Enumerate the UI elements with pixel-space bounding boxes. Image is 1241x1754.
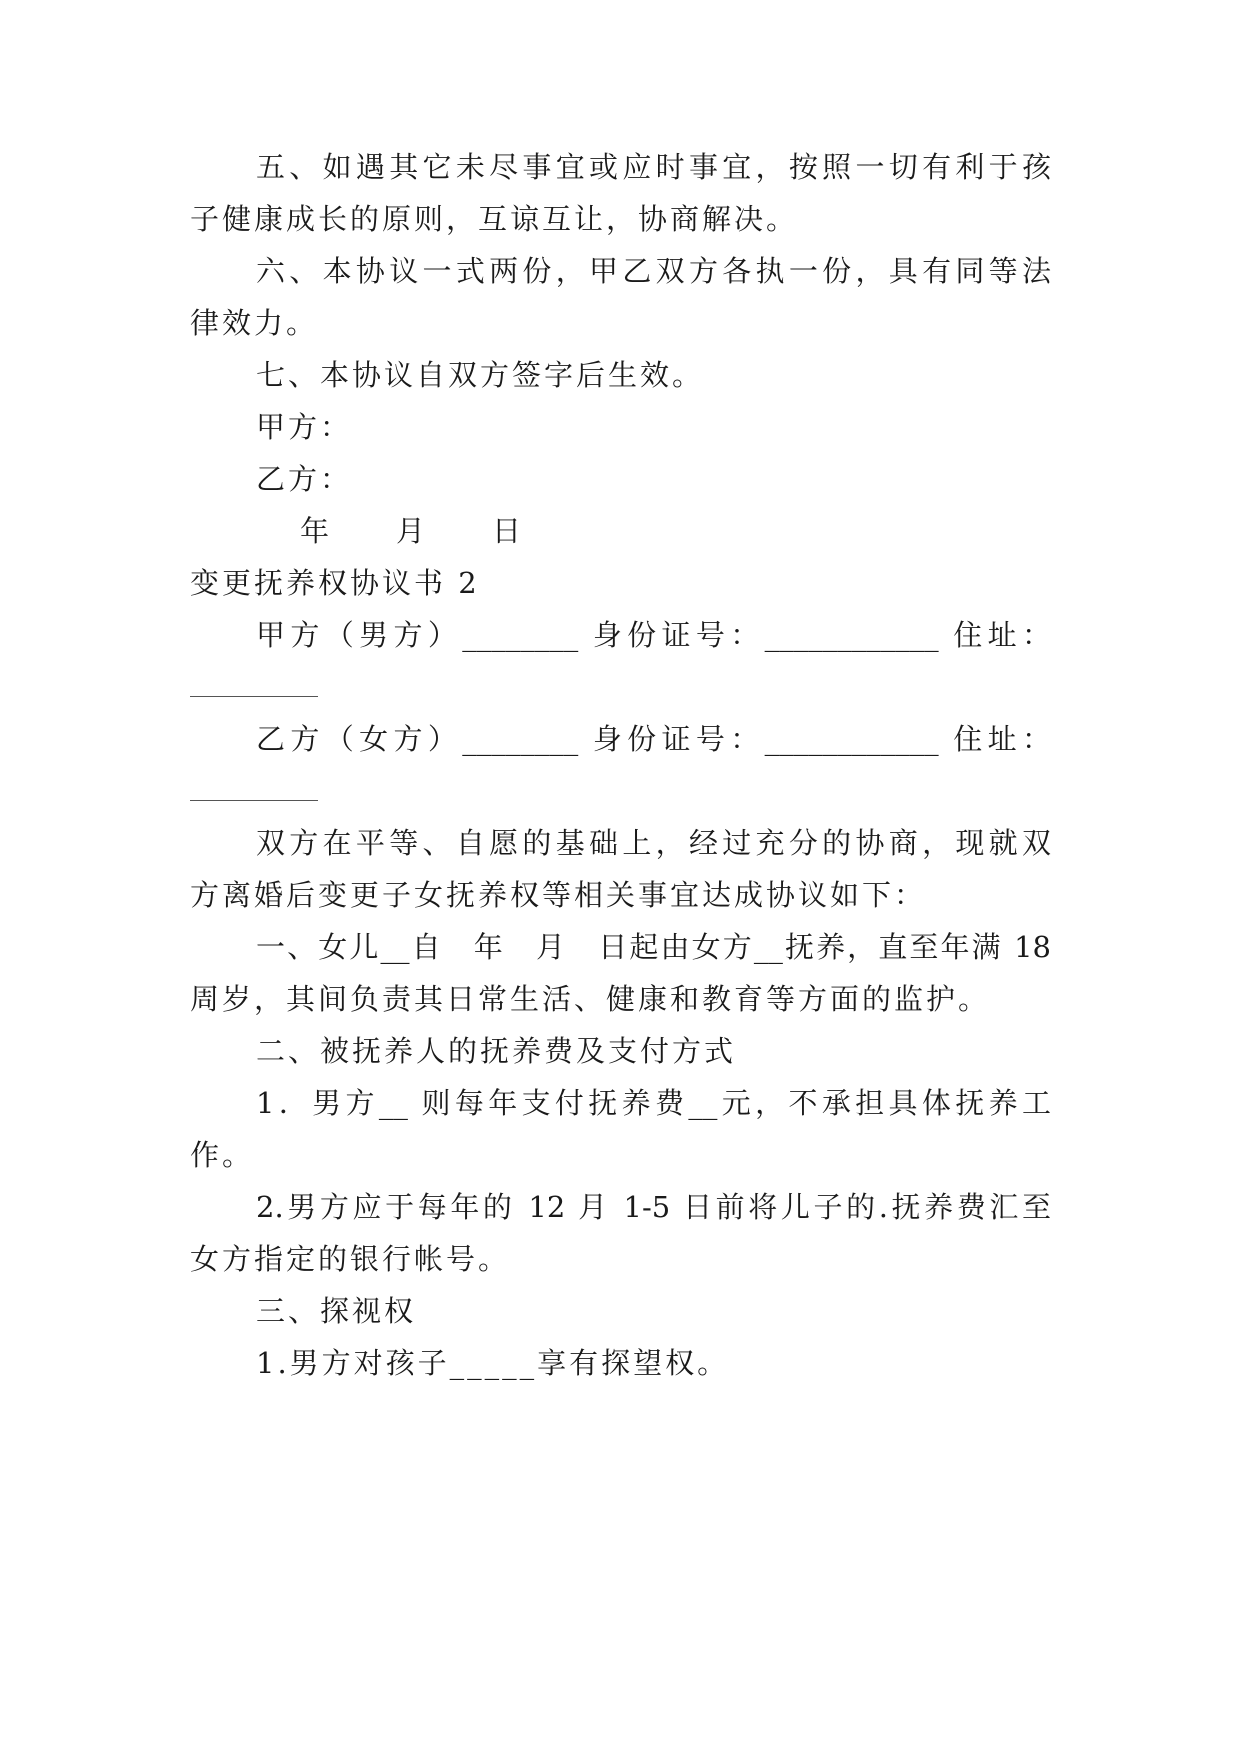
party-b-info: 乙方（女方）________ 身份证号：____________ 住址：	[256, 722, 1051, 756]
document-title: 变更抚养权协议书 2	[190, 566, 480, 600]
clause-2-heading: 二、被抚养人的抚养费及支付方式	[256, 1034, 737, 1068]
clause-2-item-1-line-1: 1．男方__ 则每年支付抚养费__元，不承担具体抚养工	[256, 1086, 1051, 1120]
clause-3-item-1: 1.男方对孩子_____享有探望权。	[256, 1346, 730, 1380]
clause-3-heading: 三、探视权	[256, 1294, 417, 1328]
clause-1-line-2: 周岁，其间负责其日常生活、健康和教育等方面的监护。	[190, 982, 991, 1016]
clause-2-item-2-line-2: 女方指定的银行帐号。	[190, 1242, 511, 1276]
address-blank-b	[190, 800, 318, 801]
party-a-info: 甲方（男方）________ 身份证号：____________ 住址：	[256, 618, 1051, 652]
party-b-signature: 乙方：	[256, 462, 353, 496]
address-blank-a	[190, 696, 318, 697]
clause-5-line-1: 五、如遇其它未尽事宜或应时事宜，按照一切有利于孩	[256, 150, 1051, 184]
clause-1-line-1: 一、女儿__自 年 月 日起由女方__抚养，直至年满 18	[256, 930, 1051, 964]
clause-5-line-2: 子健康成长的原则，互谅互让，协商解决。	[190, 202, 799, 236]
party-a-signature: 甲方：	[256, 410, 353, 444]
clause-2-item-1-line-2: 作。	[190, 1138, 255, 1172]
preamble-line-2: 方离婚后变更子女抚养权等相关事宜达成协议如下：	[190, 878, 927, 912]
clause-6-line-2: 律效力。	[190, 306, 319, 340]
clause-7: 七、本协议自双方签字后生效。	[256, 358, 705, 392]
preamble-line-1: 双方在平等、自愿的基础上，经过充分的协商，现就双	[256, 826, 1051, 860]
clause-2-item-2-line-1: 2.男方应于每年的 12 月 1-5 日前将儿子的.抚养费汇至	[256, 1190, 1051, 1224]
signature-date: 年 月 日	[300, 514, 525, 548]
clause-6-line-1: 六、本协议一式两份，甲乙双方各执一份，具有同等法	[256, 254, 1051, 288]
